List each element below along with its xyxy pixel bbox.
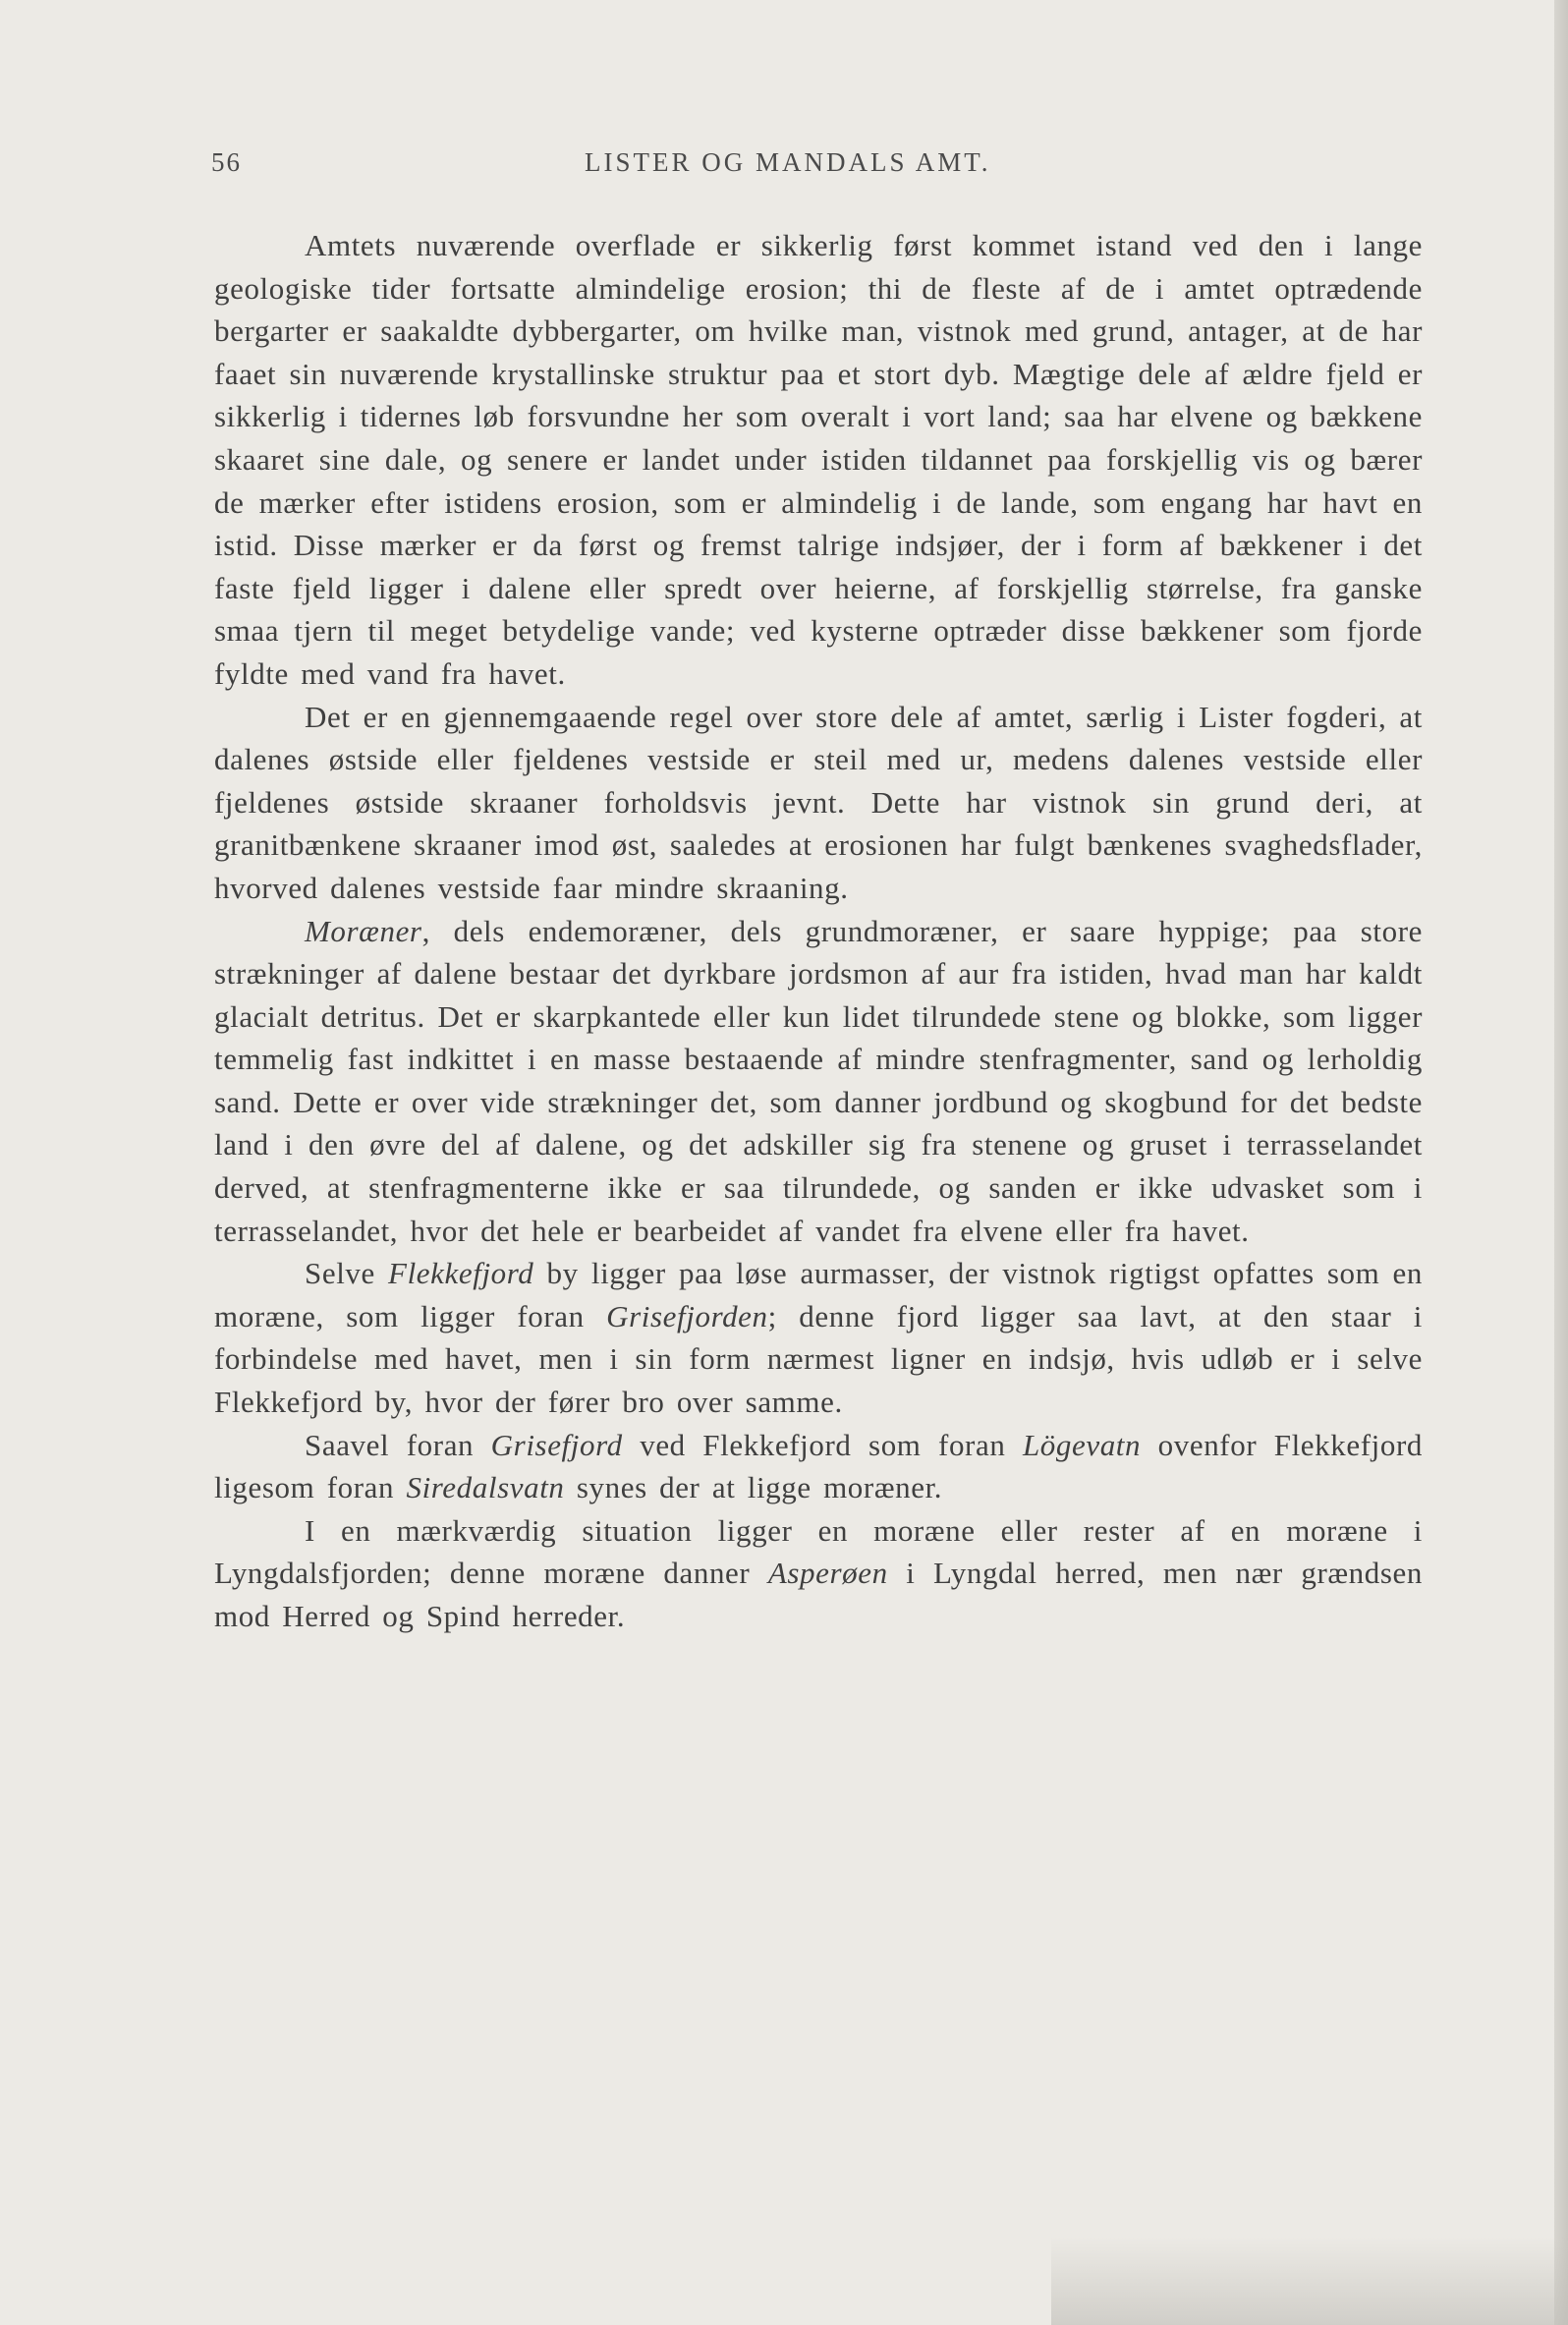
page-corner-shadow xyxy=(1051,2237,1568,2325)
paragraph xyxy=(214,910,1423,1253)
italic-term: Lögevatn xyxy=(1022,1427,1142,1462)
italic-term: Grisefjord xyxy=(490,1427,623,1462)
page-header xyxy=(211,147,1420,187)
italic-term: Asperøen xyxy=(767,1556,888,1591)
text-run: synes der at ligge moræner. xyxy=(564,1470,943,1505)
paragraph xyxy=(214,1252,1423,1423)
body-text xyxy=(214,224,1423,1638)
page-number: 56 xyxy=(211,147,242,177)
text-run: Selve xyxy=(305,1256,389,1291)
italic-term: Grisefjorden xyxy=(606,1298,768,1333)
italic-term: Siredalsvatn xyxy=(406,1470,565,1505)
text-run: Saavel foran xyxy=(305,1427,491,1462)
text-run: ; denne fjord ligger saa lavt, at den staar i forbindelse med havet, men i sin form nærmest ligner en indsjø, hvis udløb er i selve Flekkefjord by, hvor der fører bro over samme. xyxy=(214,1298,1423,1420)
paragraph xyxy=(214,696,1423,910)
text-run: , dels endemoræner, dels grundmoræner, er saare hyppige; paa store strækninger af dalene bestaar det dyrkbare jordsmon af aur fra istiden, hvad man har kaldt glacialt detritus. Det er skarpkantede eller kun lidet tilrundede stene og blokke, som ligger temmelig fast indkittet i en masse bestaaende af mindre stenfragmenter, sand og lerholdig sand. Dette er over vide strækninger det, som danner jordbund og skogbund for det bedste land i den øvre del af dalene, og det adskiller sig fra stenene og gruset i terrasselandet derved, at stenfragmenterne ikke er saa tilrundede, og sanden er ikke udvasket som i terrasselandet, hvor det hele er bearbeidet af vandet fra elvene eller fra havet. xyxy=(214,913,1423,1248)
italic-term: Flekkefjord xyxy=(388,1256,534,1291)
text-run: i Lyngdal herred, men nær grændsen mod Herred og Spind herreder. xyxy=(214,1556,1423,1633)
text-run: ovenfor Flekkefjord ligesom foran xyxy=(214,1427,1423,1505)
page-edge-shadow xyxy=(1554,0,1568,2325)
running-title: LISTER OG MANDALS AMT. xyxy=(585,147,991,177)
paragraph xyxy=(214,1424,1423,1509)
text-run: ved Flekkefjord som foran xyxy=(622,1427,1023,1462)
text-run: by ligger paa løse aurmasser, der vistnok rigtigst opfattes som en moræne, som ligger foran xyxy=(214,1256,1423,1333)
paragraph xyxy=(214,1509,1423,1638)
text-run: Amtets nuværende overflade er sikkerlig først kommet istand ved den i lange geologiske tider fortsatte almindelige erosion; thi de fleste af de i amtet optrædende bergarter er saakaldte dybbergarter, om hvilke man, vistnok med grund, antager, at de har faaet sin nuværende krystallinske struktur paa et stort dyb. Mægtige dele af ældre fjeld er sikkerlig i tidernes løb forsvundne her som overalt i vort land; saa har elvene og bækkene skaaret sine dale, og senere er landet under istiden tildannet paa forskjellig vis og bærer de mærker efter istidens erosion, som er almindelig i de lande, som engang har havt en istid. Disse mærker er da først og fremst talrige indsjøer, der i form af bækkener i det faste fjeld ligger i dalene eller spredt over heierne, af forskjellig størrelse, fra ganske smaa tjern til meget betydelige vande; ved kysterne optræder disse bækkener som fjorde fyldte med vand fra havet. xyxy=(214,228,1423,691)
italic-term: Moræner xyxy=(305,913,422,948)
paragraph xyxy=(214,224,1423,696)
text-run: Det er en gjennemgaaende regel over store dele af amtet, særlig i Lister fogderi, at dalenes østside eller fjeldenes vestside er steil med ur, medens dalenes vestside eller fjeldenes østside skraaner forholdsvis jevnt. Dette har vistnok sin grund deri, at granitbænkene skraaner imod øst, saaledes at erosionen har fulgt bænkenes svaghedsflader, hvorved dalenes vestside faar mindre skraaning. xyxy=(214,699,1423,905)
text-run: I en mærkværdig situation ligger en moræne eller rester af en moræne i Lyngdalsfjorden; denne moræne danner xyxy=(214,1512,1423,1591)
